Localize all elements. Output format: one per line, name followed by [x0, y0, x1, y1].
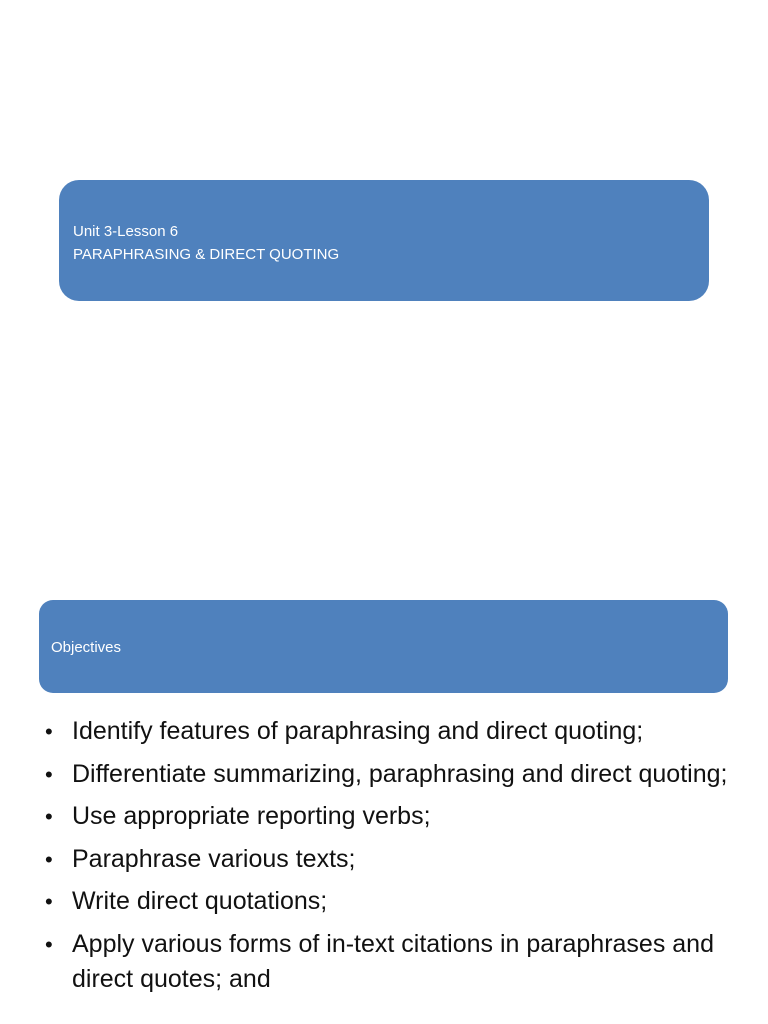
list-item-text: Apply various forms of in-text citations in paraphrases and direct quotes; and: [72, 929, 714, 993]
list-item: [40, 799, 740, 834]
list-item: [40, 927, 740, 997]
title-card: [59, 180, 709, 301]
list-item-text: Differentiate summarizing, paraphrasing and direct quoting;: [72, 759, 728, 788]
list-item-text: Identify features of paraphrasing and direct quoting;: [72, 717, 644, 745]
lesson-number: Unit 3-Lesson 6: [73, 223, 179, 240]
bullet-icon: •: [45, 761, 53, 787]
bullet-icon: •: [45, 889, 53, 914]
list-item: [40, 842, 740, 877]
list-item: [40, 757, 740, 792]
list-item: [40, 714, 740, 749]
list-item-text: Write direct quotations;: [72, 887, 328, 915]
bullet-icon: •: [45, 804, 53, 829]
lesson-title: PARAPHRASING & DIRECT QUOTING: [73, 246, 340, 263]
list-item-text: Use appropriate reporting verbs;: [72, 802, 431, 830]
objectives-list: [40, 714, 740, 1004]
list-item: [40, 884, 740, 919]
objectives-heading: Objectives: [51, 639, 122, 656]
list-item-text: Paraphrase various texts;: [72, 844, 356, 873]
bullet-icon: •: [45, 931, 53, 957]
objectives-card: [39, 600, 728, 693]
bullet-icon: •: [45, 846, 53, 872]
bullet-icon: •: [45, 719, 53, 744]
